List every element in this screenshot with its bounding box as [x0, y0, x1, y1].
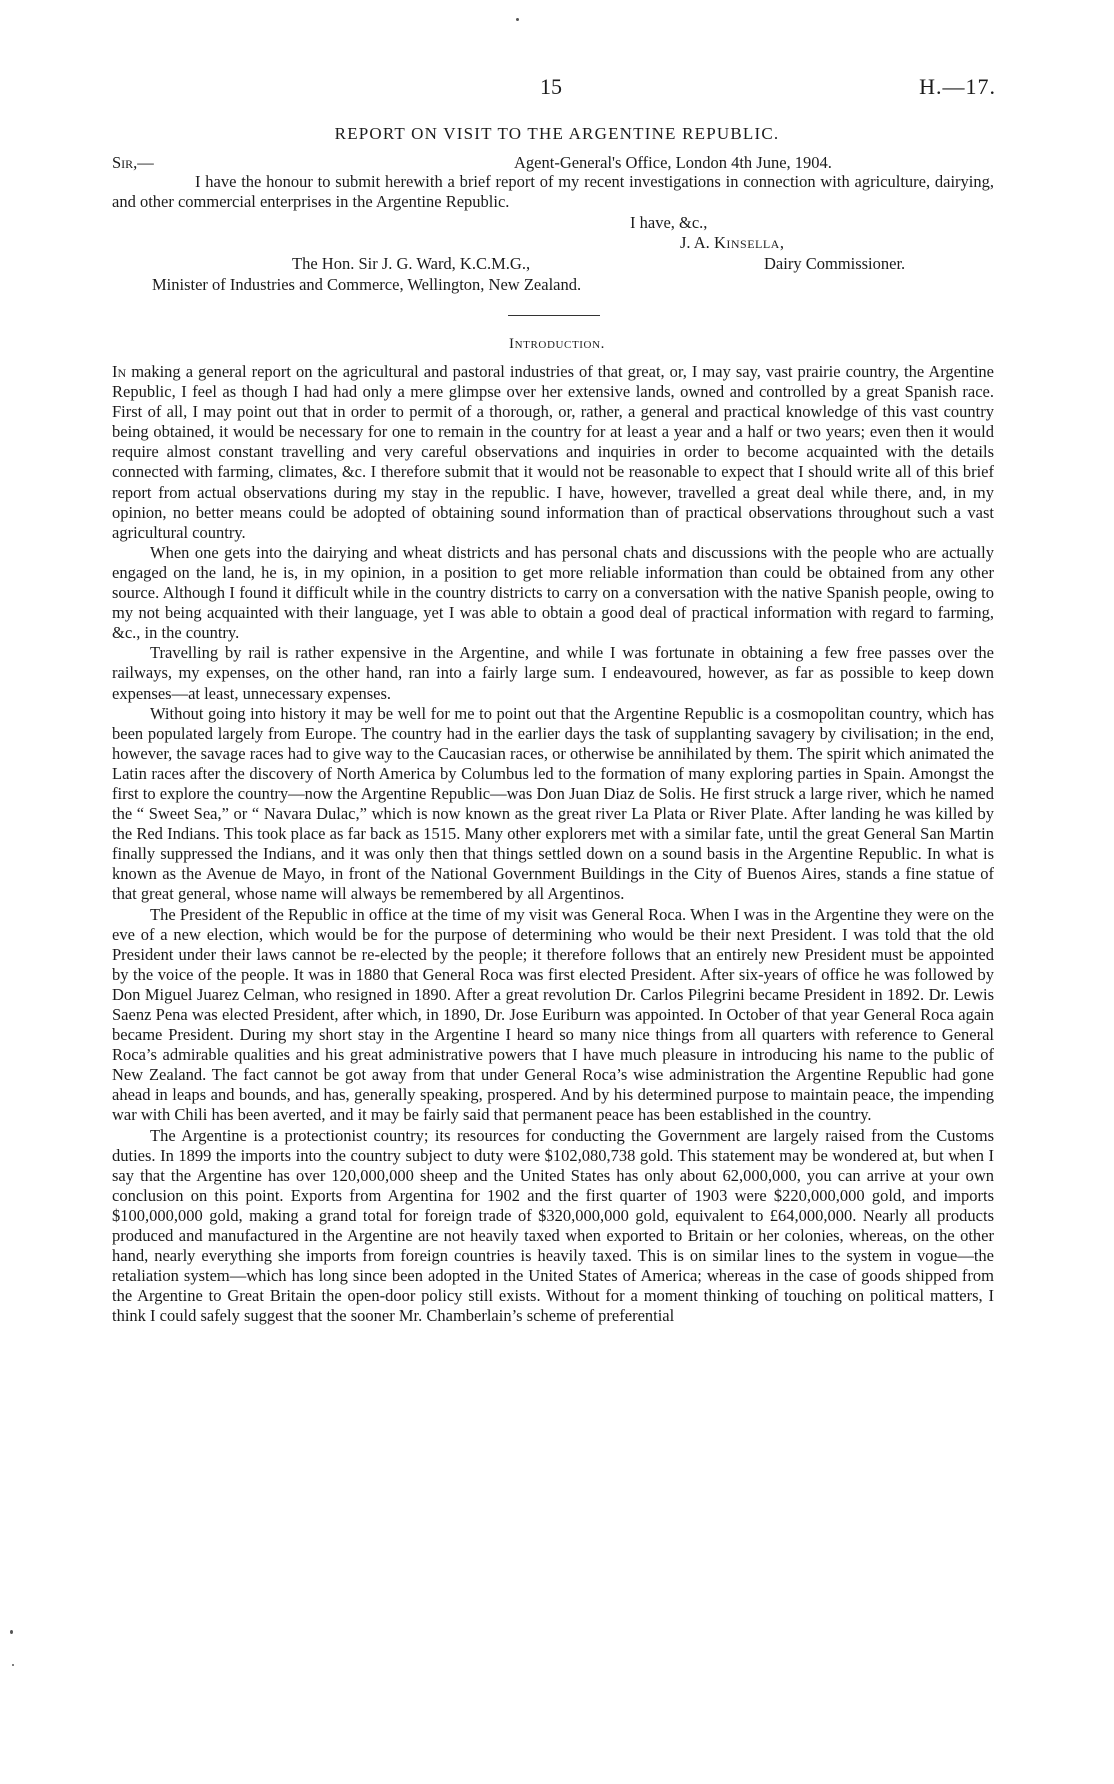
- section-heading: Introduction.: [509, 336, 605, 352]
- report-title: REPORT ON VISIT TO THE ARGENTINE REPUBLIC.: [334, 124, 780, 143]
- first-word: In: [112, 362, 127, 381]
- paragraph-text: making a general report on the agricultural and pastoral industries of that great, or, I may say, vast prairie country, the Argentine Republic, I feel as though I had had only a mere glimpse over her extensive lands, owned and controlled by a great Spanish race. First of all, I may point out that in order to permit of a thorough, or, rather, a general and practical knowledge of this vast country being obtained, it would be necessary for one to remain in the country for at least a year and a half or two years; even then it would require almost constant travelling and very careful observations and inquiries in order to become acquainted with the details connected with farming, climates, &c. I therefore submit that it would not be reasonable to expect that I should write all of this brief report from actual observations during my stay in the republic. I have, however, travelled a great deal while there, and, in my opinion, no better means could be adopted of obtaining sound information than of practical observations throughout such a vast agricultural country.: [112, 362, 994, 542]
- paragraph: When one gets into the dairying and wheat districts and has personal chats and discussions with the people who are actually engaged on the land, he is, in my opinion, in a position to get more reliable information than could be obtained from any other source. Although I found it difficult while in the country districts to carry on a conversation with the native Spanish people, owing to my not being acquainted with their language, yet I was able to obtain a good deal of practical information with regard to farming, &c., in the country.: [112, 542, 994, 643]
- page-header: [0, 74, 1114, 104]
- letter-body: I have the honour to submit herewith a brief report of my recent investigations in connection with agriculture, dairying, and other commercial enterprises in the Argentine Republic.: [112, 172, 994, 211]
- scan-speck: [516, 18, 519, 21]
- letter-closing: I have, &c.,: [630, 213, 708, 232]
- scan-speck: [10, 1630, 13, 1634]
- divider-rule: [508, 315, 600, 316]
- salutation: Sir,—: [112, 153, 154, 172]
- scan-speck: [12, 1664, 14, 1666]
- signatory-initials: J. A.: [680, 233, 710, 252]
- paragraph: Without going into history it may be well for me to point out that the Argentine Republic is a cosmopolitan country, which has been populated largely from Europe. The country had in the earlier days the task of supplanting savagery by civilisation; in the end, however, the savage races had to give way to the Caucasian races, or otherwise be annihilated by them. The spirit which animated the Latin races after the discovery of North America by Columbus led to the formation of many exploring parties in Spain. Amongst the first to explore the country—now the Argentine Republic—was Don Juan Diaz de Solis. He first struck a large river, which he named the “ Sweet Sea,” or “ Navara Dulac,” which is now known as the great river La Plata or River Plate. After landing he was killed by the Red Indians. This took place as far back as 1515. Many other explorers met with a similar fate, until the great General San Martin finally suppressed the Indians, and it was only then that things settled down on a sound basis in the Argentine Republic. In what is known as the Avenue de Mayo, in front of the National Government Buildings in the City of Buenos Aires, stands a fine statue of that great general, whose name will always be remembered by all Argentinos.: [112, 703, 994, 904]
- paragraph: The President of the Republic in office at the time of my visit was General Roca. When I was in the Argentine they were on the eve of a new election, which would be for the purpose of determining who would be their next President. I was told that the old President under their laws cannot be re-elected by the people; it therefore follows that an entirely new President must be appointed by the voice of the people. It was in 1880 that General Roca was first elected President. After six-years of office he was followed by Don Miguel Juarez Celman, who resigned in 1890. After a great revolution Dr. Carlos Pilegrini became President in 1892. Dr. Lewis Saenz Pena was elected President, after which, in 1890, Dr. Jose Euriburn was appointed. In October of that year General Roca again became President. During my short stay in the Argentine I heard so many nice things from all quarters with reference to General Roca’s admirable qualities and his great administrative powers that I have much pleasure in introducing his name to the public of New Zealand. The fact cannot be got away from that under General Roca’s wise administration the Argentine Republic had gone ahead in leaps and bounds, and has, generally speaking, prospered. And by his determined purpose to maintain peace, the impending war with Chili has been averted, and it may be fairly said that permanent peace has been established in the country.: [112, 904, 994, 1125]
- designation: Dairy Commissioner.: [764, 254, 906, 273]
- paragraph: The Argentine is a protectionist country; its resources for conducting the Government are largely raised from the Customs duties. In 1899 the imports into the country subject to duty were $102,080,738 gold. This statement may be wondered at, but when I say that the Argentine has over 120,000,000 sheep and the United States has only about 62,000,000, you can arrive at your own conclusion on this point. Exports from Argentina for 1902 and the first quarter of 1903 were $220,000,000 gold, and imports $100,000,000 gold, making a grand total for foreign trade of $320,000,000 gold, equivalent to £64,000,000. Nearly all products produced and manufactured in the Argentine are not heavily taxed when exported to Britain or her colonies, whereas, on the other hand, nearly everything she imports from foreign countries is heavily taxed. This is on similar lines to the system in vogue—the retaliation system—which has long since been adopted in the United States of America; whereas in the case of goods shipped from the Argentine to Great Britain the open-door policy still exists. Without for a moment thinking of touching on political matters, I think I could safely suggest that the sooner Mr. Chamberlain’s scheme of preferential: [112, 1125, 994, 1326]
- paragraph: [112, 362, 994, 543]
- page-code: H.—17.: [919, 74, 996, 99]
- office-line: Agent-General's Office, London 4th June, 1904.: [514, 153, 832, 172]
- page-number: 15: [540, 74, 562, 99]
- ministry: Minister of Industries and Commerce, Wellington, New Zealand.: [152, 275, 582, 294]
- paragraph: Travelling by rail is rather expensive in the Argentine, and while I was fortunate in obtaining a few free passes over the railways, my expenses, on the other hand, ran into a fairly large sum. I endeavoured, however, as far as possible to keep down expenses—at least, unnecessary expenses.: [112, 643, 994, 703]
- addressee: The Hon. Sir J. G. Ward, K.C.M.G.,: [292, 254, 531, 273]
- introduction-body: [112, 362, 994, 1327]
- signature: [680, 233, 784, 253]
- signatory-surname: Kinsella,: [713, 233, 785, 252]
